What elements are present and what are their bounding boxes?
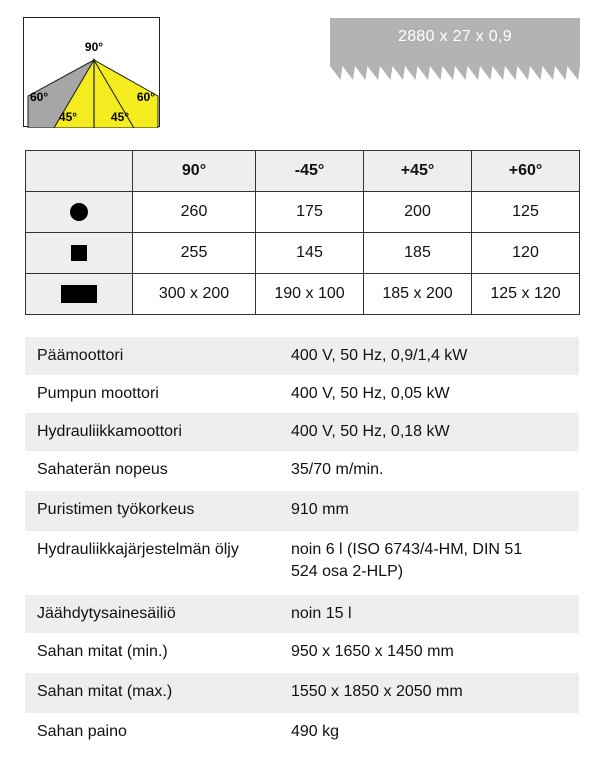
label-left-60: 60°	[30, 90, 49, 104]
header-cell: +45°	[364, 151, 472, 192]
table-header-row	[26, 151, 580, 192]
blade-dimensions: 2880 x 27 x 0,9	[398, 28, 512, 45]
spec-label: Sahan mitat (max.)	[37, 683, 173, 700]
spec-row	[25, 491, 579, 531]
spec-label: Hydrauliikkajärjestelmän öljy	[37, 541, 239, 558]
spec-label: Puristimen työkorkeus	[37, 501, 195, 518]
header-cell: -45°	[256, 151, 364, 192]
saw-blade-graphic	[330, 18, 580, 80]
spec-value: 950 x 1650 x 1450 mm	[291, 643, 454, 660]
spec-value: 35/70 m/min.	[291, 461, 384, 478]
table-cell: 300 x 200	[133, 274, 256, 315]
table-cell: 120	[472, 233, 580, 274]
spec-row	[25, 713, 579, 753]
spec-label: Pumpun moottori	[37, 385, 159, 402]
table-row	[26, 274, 580, 315]
label-left-45: 45°	[58, 110, 78, 124]
table-cell: 175	[256, 192, 364, 233]
spec-row	[25, 673, 579, 713]
spec-value: 1550 x 1850 x 2050 mm	[291, 683, 463, 700]
rectangle-icon	[61, 285, 97, 303]
table-cell: 125	[472, 192, 580, 233]
square-icon	[71, 245, 87, 261]
angle-diagram-graphic	[24, 18, 161, 128]
label-right-60: 60°	[136, 90, 155, 104]
spec-label: Sahaterän nopeus	[37, 461, 168, 478]
spec-row	[25, 413, 579, 451]
header-cell	[26, 151, 133, 192]
header-cell: +60°	[472, 151, 580, 192]
spec-label: Hydrauliikkamoottori	[37, 423, 182, 440]
label-right-45: 45°	[110, 110, 130, 124]
table-cell: 190 x 100	[256, 274, 364, 315]
round-icon	[70, 203, 88, 221]
spec-row	[25, 531, 579, 595]
table-row	[26, 192, 580, 233]
spec-row	[25, 451, 579, 491]
spec-value: noin 15 l	[291, 605, 352, 622]
shape-cell	[26, 233, 133, 274]
table-cell: 185 x 200	[364, 274, 472, 315]
table-cell: 125 x 120	[472, 274, 580, 315]
cutting-angle-diagram	[23, 17, 160, 127]
spec-row	[25, 633, 579, 673]
shape-cell	[26, 192, 133, 233]
specifications-list	[25, 337, 579, 753]
spec-label: Jäähdytysainesäiliö	[37, 605, 176, 622]
spec-row	[25, 375, 579, 413]
spec-value: 400 V, 50 Hz, 0,05 kW	[291, 385, 450, 402]
spec-label: Sahan paino	[37, 723, 127, 740]
spec-row	[25, 595, 579, 633]
spec-label: Päämoottori	[37, 347, 124, 364]
spec-value: 910 mm	[291, 501, 349, 518]
table-cell: 145	[256, 233, 364, 274]
label-90: 90°	[84, 40, 104, 54]
spec-row	[25, 337, 579, 375]
table-row	[26, 233, 580, 274]
spec-value: 400 V, 50 Hz, 0,9/1,4 kW	[291, 347, 468, 364]
spec-label: Sahan mitat (min.)	[37, 643, 168, 660]
spec-value: 400 V, 50 Hz, 0,18 kW	[291, 423, 450, 440]
table-cell: 255	[133, 233, 256, 274]
shape-cell	[26, 274, 133, 315]
table-cell: 200	[364, 192, 472, 233]
table-cell: 260	[133, 192, 256, 233]
spec-value: 490 kg	[291, 723, 340, 740]
spec-value: noin 6 l (ISO 6743/4-HM, DIN 51 524 osa 2-HLP)	[291, 541, 523, 580]
header-cell: 90°	[133, 151, 256, 192]
table-cell: 185	[364, 233, 472, 274]
cutting-capacity-table	[25, 150, 580, 315]
